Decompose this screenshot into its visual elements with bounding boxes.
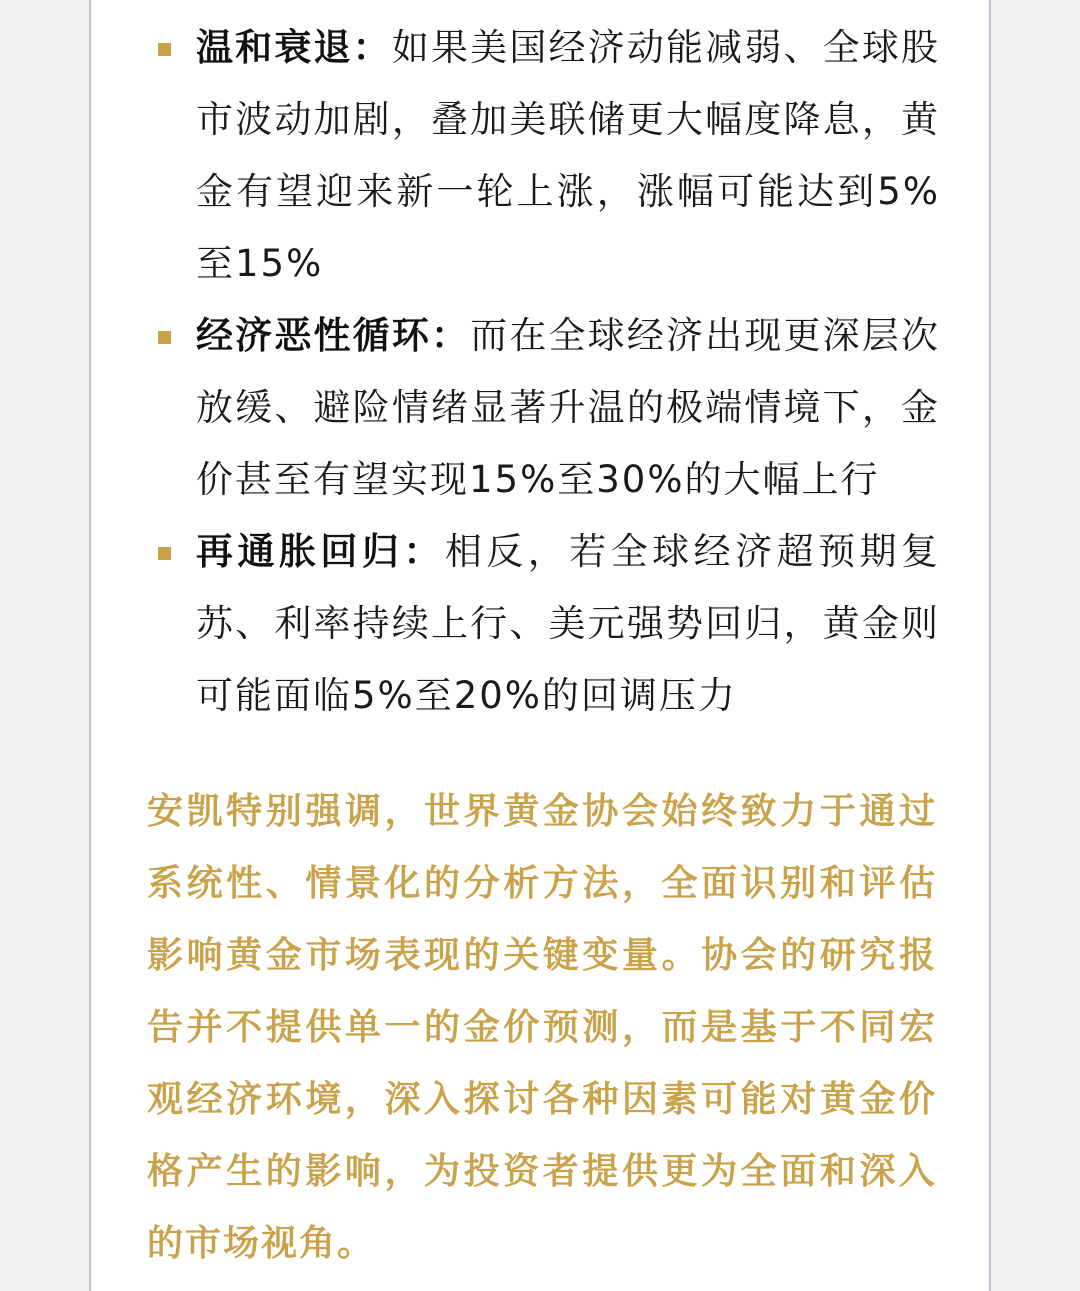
scenario-description: 而在全球经济出现更深层次放缓、避险情绪显著升温的极端情境下，金价甚至有望实现15%至30%的大幅上行 — [196, 314, 941, 501]
scenario-title: 再通胀回归： — [196, 530, 445, 573]
scenario-list — [150, 12, 940, 732]
scenario-text — [196, 516, 940, 732]
scenario-item-vicious-cycle — [150, 300, 940, 516]
scenario-text — [196, 300, 940, 516]
scenario-title: 温和衰退： — [196, 26, 392, 69]
square-bullet-icon — [158, 547, 171, 560]
square-bullet-icon — [158, 331, 171, 344]
scenario-title: 经济恶性循环： — [196, 314, 471, 357]
scenario-description: 如果美国经济动能减弱、全球股市波动加剧，叠加美联储更大幅度降息，黄金有望迎来新一轮上涨，涨幅可能达到5%至15% — [196, 26, 941, 285]
scenario-text — [196, 12, 940, 300]
scenario-description: 相反，若全球经济超预期复苏、利率持续上行、美元强势回归，黄金则可能面临5%至20%的回调压力 — [196, 530, 941, 717]
scenario-item-mild-recession — [150, 12, 940, 300]
summary-paragraph: 安凯特别强调，世界黄金协会始终致力于通过系统性、情景化的分析方法，全面识别和评估影响黄金市场表现的关键变量。协会的研究报告并不提供单一的金价预测，而是基于不同宏观经济环境，深入探讨各种因素可能对黄金价格产生的影响，为投资者提供更为全面和深入的市场视角。 — [147, 791, 937, 1264]
square-bullet-icon — [158, 43, 171, 56]
scenario-item-reflation — [150, 516, 940, 732]
